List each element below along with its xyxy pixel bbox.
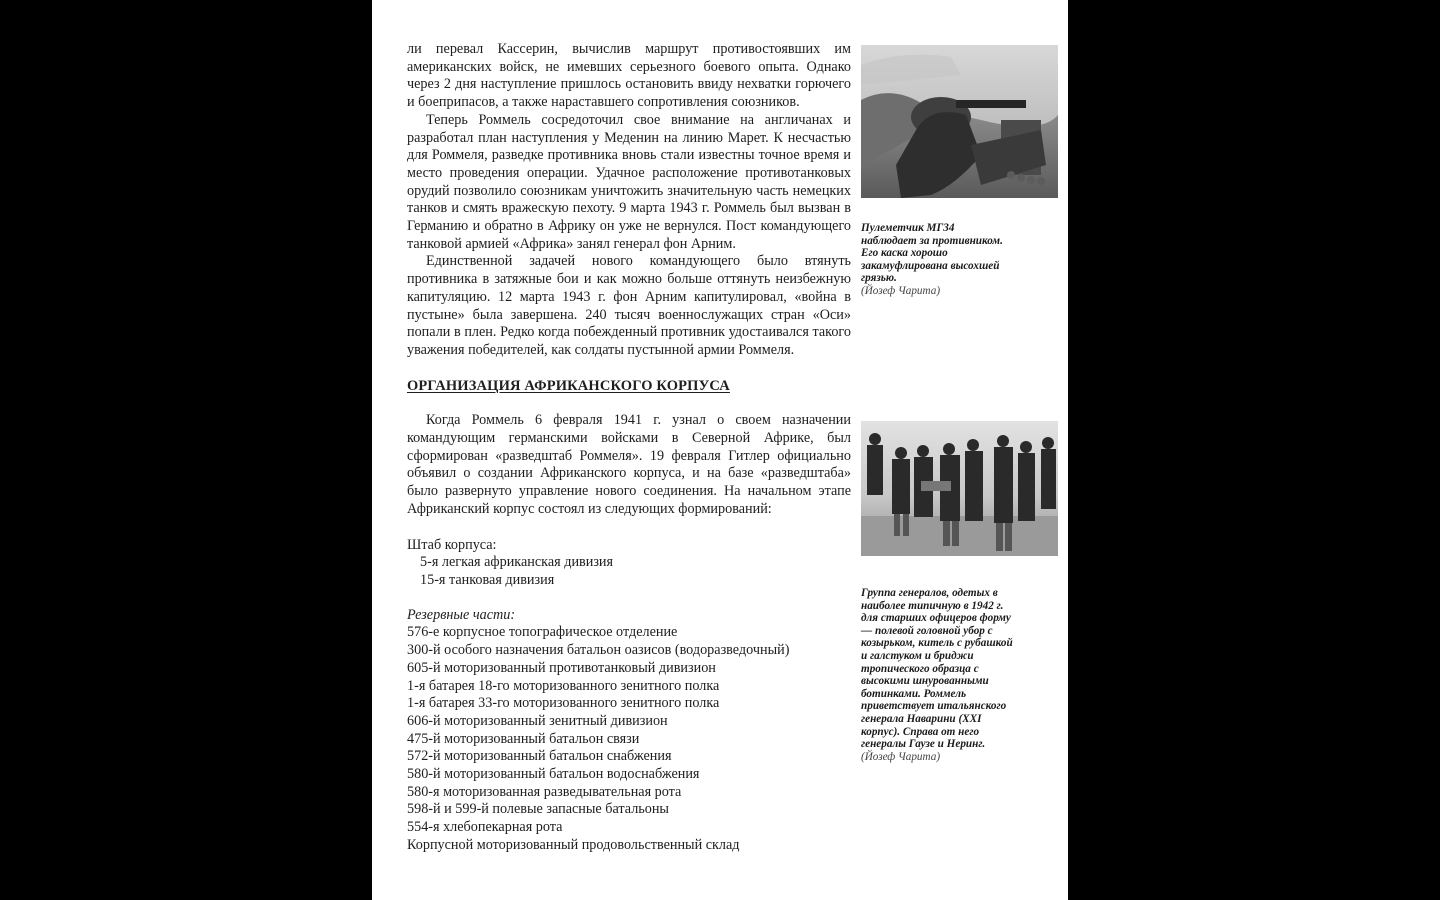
caption-1-credit: (Йозеф Чарита) xyxy=(861,284,941,297)
reserve-unit: 580-я моторизованная разведывательная рота xyxy=(407,783,682,800)
paragraph-2: Теперь Роммель сосредоточил свое внимание на англичанах и разработал план наступления у Меденин на линию Марет. К несчастью для Роммеля, разведке противника вновь стали известны точное время и место проведения операции. Удачное расположение противотанковых орудий позволило союзникам уничтожить значительную часть немецких танков и смять вражескую пехоту. 9 марта 1943 г. Роммель был вызван в Германию и обратно в Африку он уже не вернулся. Пост командующего танковой армией «Африка» занял генерал фон Арним. xyxy=(407,111,851,252)
reserve-unit: 475-й моторизованный батальон связи xyxy=(407,730,640,747)
reserve-unit: 605-й моторизованный противотанковый дивизион xyxy=(407,659,716,676)
hq-title: Штаб корпуса: xyxy=(407,536,497,553)
hq-unit: 15-я танковая дивизия xyxy=(420,571,555,588)
reserve-unit: 554-я хлебопекарная рота xyxy=(407,819,563,836)
paragraph-4: Когда Роммель 6 февраля 1941 г. узнал о своем назначении командующим германскими войсками в Северной Африке, был сформирован «разведштаб Роммеля». 19 февраля Гитлер официально объявил о создании Африканского корпуса, и на базе «разведштаба» было развернуто управление нового соединения. На начальном этапе Африканский корпус состоял из следующих формирований: xyxy=(407,412,851,517)
photo-caption-1 xyxy=(861,222,1009,298)
reserve-unit: 606-й моторизованный зенитный дивизион xyxy=(407,712,668,729)
caption-1-text: Пулеметчик МГ34 наблюдает за противником. Его каска хорошо закамуфлирована высохшей грязью. xyxy=(861,222,1003,285)
reserve-unit: 598-й и 599-й полевые запасные батальоны xyxy=(407,801,669,818)
paragraph-1: ли перевал Кассерин, вычислив маршрут противостоявших им американских войск, не имевших серьезного боевого опыта. Однако через 2 дня наступление пришлось остановить ввиду нехватки горючего и боеприпасов, а также нараставшего сопротивления союзников. xyxy=(407,41,851,111)
reserve-unit: 580-й моторизованный батальон водоснабжения xyxy=(407,766,700,783)
caption-2-credit: (Йозеф Чарита) xyxy=(861,750,941,763)
reserve-unit: 576-е корпусное топографическое отделение xyxy=(407,624,678,641)
reserve-unit: 1-я батарея 18-го моторизованного зенитного полка xyxy=(407,677,720,694)
main-text-column xyxy=(407,41,851,855)
photo-caption-2 xyxy=(861,587,1013,763)
reserve-unit: Корпусной моторизованный продовольственный склад xyxy=(407,836,740,853)
photo-machine-gunner xyxy=(861,45,1058,198)
hq-unit: 5-я легкая африканская дивизия xyxy=(420,554,614,571)
document-page xyxy=(372,0,1068,900)
caption-2-text: Группа генералов, одетых в наиболее типичную в 1942 г. для старших офицеров форму — полевой головной убор с козырьком, китель с рубашкой и галстуком и бриджи тропического образца с высокими шнурованными ботинками. Роммель приветствует итальянского генерала Наварини (XXI корпус). Справа от него генералы Гаузе и Неринг. xyxy=(861,587,1013,751)
photo-generals xyxy=(861,421,1058,556)
reserve-unit: 300-й особого назначения батальон оазисов (водоразведочный) xyxy=(407,642,790,659)
unit-list xyxy=(407,537,851,855)
reserve-unit: 572-й моторизованный батальон снабжения xyxy=(407,748,672,765)
reserve-unit: 1-я батарея 33-го моторизованного зенитного полка xyxy=(407,695,720,712)
section-heading: ОРГАНИЗАЦИЯ АФРИКАНСКОГО КОРПУСА xyxy=(407,377,730,394)
reserve-title: Резервные части: xyxy=(407,606,516,623)
paragraph-3: Единственной задачей нового командующего было втянуть противника в затяжные бои и как можно больше оттянуть неизбежную капитуляцию. 12 марта 1943 г. фон Арним капитулировал, «война в пустыне» была завершена. 240 тысяч военнослужащих стран «Оси» попали в плен. Редко когда побежденный противник удостаивался такого уважения победителей, как солдаты пустынной армии Роммеля. xyxy=(407,253,851,358)
